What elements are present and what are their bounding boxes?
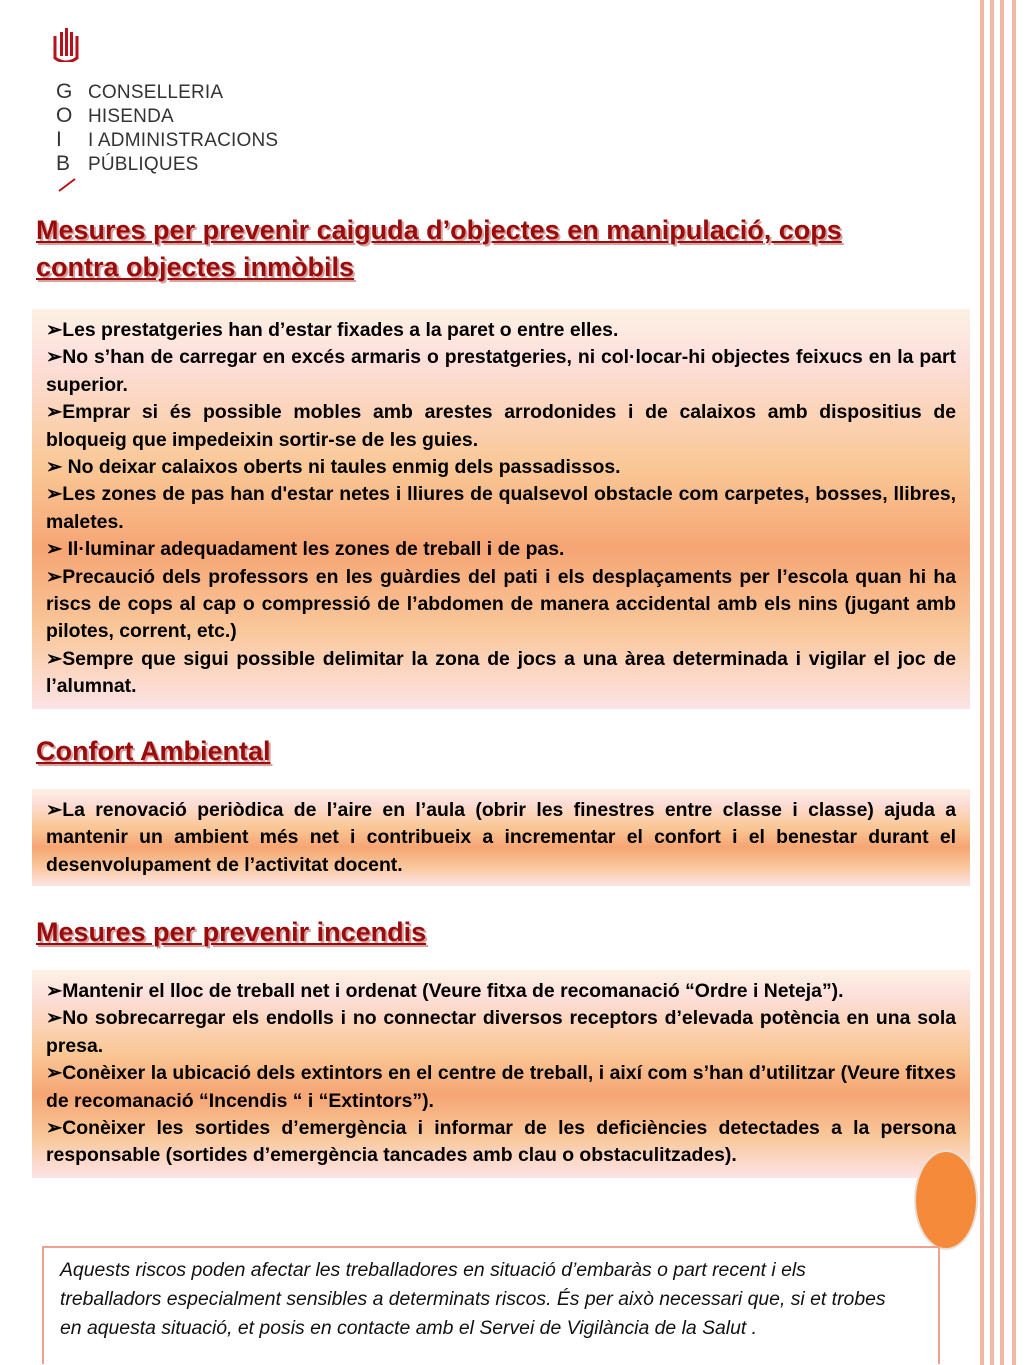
list-item <box>46 1060 956 1115</box>
logo-letters <box>56 80 72 176</box>
logo-line: PÚBLIQUES <box>88 154 199 175</box>
arrow-bullet-icon: ➢ <box>46 799 63 821</box>
note-box: Aquests riscos poden afectar les treballadores en situació d’embaràs o part recent i els treballadors especialment sensibles a determinats riscos. És per això necessari que, si et trobes en aquesta situació, et posis en contacte amb el Servei de Vigilància de la Salut . <box>42 1246 940 1364</box>
list-item-text: No deixar calaixos oberts ni taules enmig dels passadissos. <box>62 456 621 479</box>
arrow-bullet-icon: ➢ <box>46 1117 63 1140</box>
list-item <box>46 536 956 563</box>
section-title-fire-prevention: Mesures per prevenir incendis <box>36 917 427 947</box>
decorative-stripes <box>980 0 1024 1365</box>
list-item-text: No sobrecarregar els endolls i no connectar diversos receptors d’elevada potència en una sola presa. <box>46 1007 956 1057</box>
arrow-bullet-icon: ➢ <box>46 1062 63 1085</box>
logo-letter: G <box>56 80 73 103</box>
goib-logo <box>50 24 290 204</box>
bullet-box-fire-prevention <box>32 970 970 1178</box>
arrow-bullet-icon: ➢ <box>46 980 63 1002</box>
list-item-text: No s’han de carregar en excés armaris o prestatgeries, ni col·locar-hi objectes feixucs en la part superior. <box>46 346 956 396</box>
list-item-text: Les prestatgeries han d’estar fixades a la paret o entre elles. <box>62 319 619 341</box>
logo-line: CONSELLERIA <box>88 82 224 103</box>
arrow-bullet-icon: ➢ <box>46 538 63 561</box>
arrow-bullet-icon: ➢ <box>46 456 63 479</box>
list-item-text: Precaució dels professors en les guàrdies del pati i els desplaçaments per l’escola quan hi ha riscs de cops al cap o compressió de l’abdomen de manera accidental amb els nins (jugant amb pilotes, corrent, etc.) <box>46 565 956 643</box>
list-item-text: Emprar si és possible mobles amb arestes arrodonides i de calaixos amb dispositius de bloqueig que impedeixin sortir-se de les guies. <box>46 401 956 451</box>
arrow-bullet-icon: ➢ <box>46 346 63 369</box>
list-item <box>46 797 956 879</box>
logo-letter: I <box>56 128 62 151</box>
decorative-circle <box>914 1150 978 1250</box>
list-item <box>46 399 956 454</box>
logo-slash-icon <box>58 178 76 192</box>
bullet-box-falling-objects <box>32 309 970 709</box>
section-title-falling-objects: Mesures per prevenir caiguda d’objectes en manipulació, cops contra objectes inmòbils <box>36 215 842 282</box>
crest-icon <box>52 28 80 62</box>
list-item <box>46 1115 956 1170</box>
list-item-text: Il·luminar adequadament les zones de treball i de pas. <box>62 538 565 561</box>
arrow-bullet-icon: ➢ <box>46 647 63 670</box>
arrow-bullet-icon: ➢ <box>46 1007 63 1030</box>
list-item <box>46 344 956 399</box>
arrow-bullet-icon: ➢ <box>46 565 63 588</box>
list-item <box>46 454 956 481</box>
logo-line: I ADMINISTRACIONS <box>88 130 279 151</box>
arrow-bullet-icon: ➢ <box>46 319 63 341</box>
list-item <box>46 317 956 344</box>
list-item-text: Conèixer la ubicació dels extintors en el centre de treball, i així com s’han d’utilitzar (Veure fitxes de recomanació “Incendis “ i “Extintors”). <box>46 1062 956 1112</box>
logo-letter: B <box>56 152 71 175</box>
section-title-comfort: Confort Ambiental <box>36 736 271 766</box>
list-item <box>46 978 956 1005</box>
logo-line: HISENDA <box>88 106 174 127</box>
list-item <box>46 564 956 646</box>
logo-letter: O <box>56 104 73 127</box>
arrow-bullet-icon: ➢ <box>46 401 63 424</box>
list-item-text: Conèixer les sortides d’emergència i informar de les deficiències detectades a la persona responsable (sortides d’emergència tancades amb clau o obstaculitzades). <box>46 1117 956 1167</box>
bullet-box-comfort <box>32 789 970 886</box>
list-item-text: Mantenir el lloc de treball net i ordenat (Veure fitxa de recomanació “Ordre i Neteja”). <box>62 980 844 1002</box>
list-item <box>46 646 956 701</box>
list-item-text: La renovació periòdica de l’aire en l’aula (obrir les finestres entre classe i classe) ajuda a mantenir un ambient més net i contribueix a incrementar el confort i el benestar durant el desenvolupament de l’activitat docent. <box>46 799 956 876</box>
arrow-bullet-icon: ➢ <box>46 483 63 506</box>
list-item <box>46 1005 956 1060</box>
list-item <box>46 481 956 536</box>
logo-organization-name <box>88 81 278 177</box>
list-item-text: Les zones de pas han d'estar netes i lliures de qualsevol obstacle com carpetes, bosses, llibres, maletes. <box>46 483 956 533</box>
list-item-text: Sempre que sigui possible delimitar la zona de jocs a una àrea determinada i vigilar el joc de l’alumnat. <box>46 647 956 698</box>
